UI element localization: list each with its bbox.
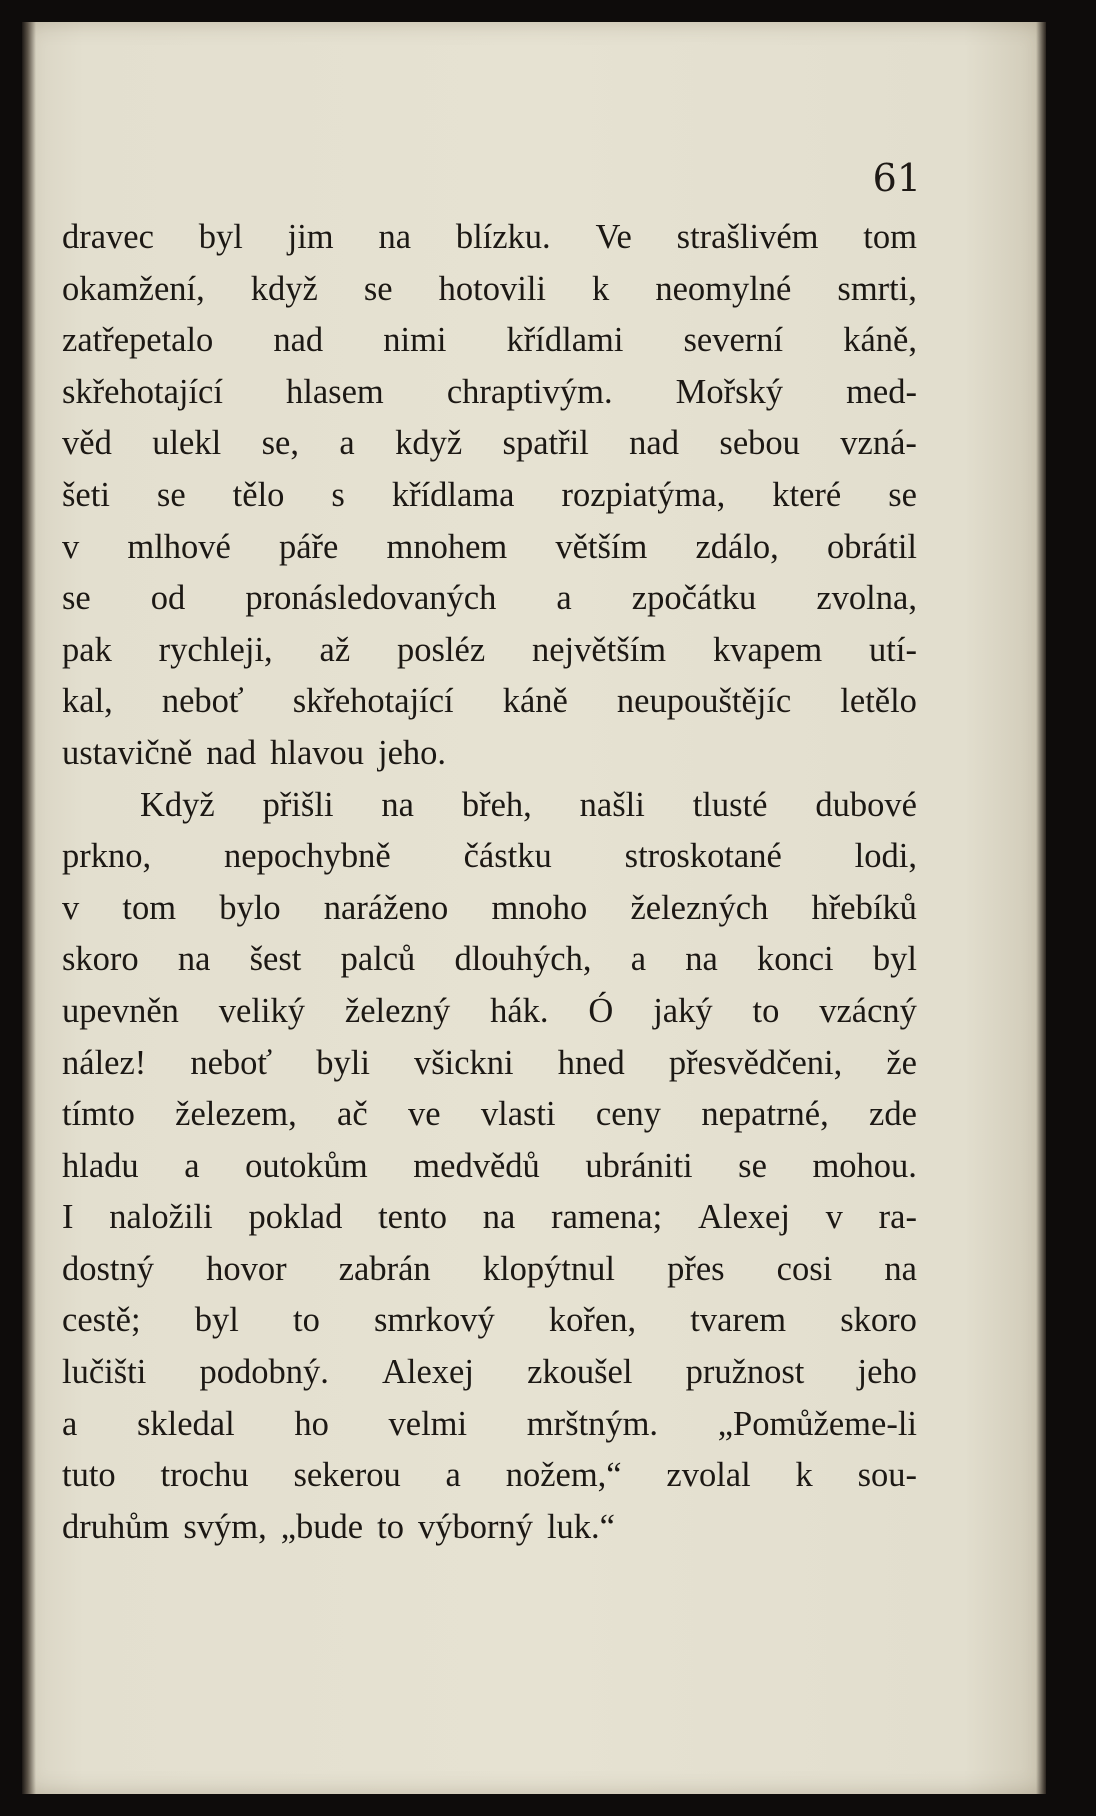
text-line xyxy=(62,264,917,316)
word: ač xyxy=(337,1095,368,1134)
word: sekerou xyxy=(293,1456,401,1495)
word: největším xyxy=(531,630,667,669)
page-sheet xyxy=(22,22,1046,1794)
word: jaký xyxy=(653,991,713,1030)
word: přesvědčeni, xyxy=(668,1043,843,1082)
word: nožem,“ xyxy=(505,1456,622,1495)
text-line xyxy=(62,1450,917,1502)
text-line xyxy=(62,1399,917,1451)
word: rozpiatýma, xyxy=(561,475,726,514)
word: sebou xyxy=(719,424,800,463)
word: Alexej xyxy=(697,1198,790,1237)
word: strašlivém xyxy=(676,218,819,256)
word: smrkový xyxy=(374,1301,495,1340)
word: v xyxy=(62,888,80,927)
word: mnohem xyxy=(386,527,508,566)
word: zvolna, xyxy=(816,579,917,618)
word: neomylné xyxy=(655,269,792,308)
word: kal, xyxy=(62,682,113,721)
word: Mořský xyxy=(675,372,784,411)
word: od xyxy=(150,579,186,618)
word: okamžení, xyxy=(62,269,205,308)
word: stroskotané xyxy=(624,837,782,876)
page-edge-right xyxy=(1036,22,1046,1794)
text-line xyxy=(62,934,917,986)
word: se xyxy=(156,475,186,514)
word: neboť xyxy=(161,682,244,721)
word: byl xyxy=(872,940,917,979)
word: na xyxy=(482,1198,516,1237)
word: páře xyxy=(278,527,339,566)
word: lučišti xyxy=(62,1353,147,1392)
text-line xyxy=(62,676,917,728)
word: nad xyxy=(273,321,324,360)
word: neupouštějíc xyxy=(616,682,792,721)
word: káně, xyxy=(843,321,917,360)
text-line xyxy=(62,573,917,625)
word: to xyxy=(752,991,780,1030)
word: utí- xyxy=(869,630,917,669)
word: na xyxy=(177,940,211,979)
word: a xyxy=(339,424,355,463)
word: ramena; xyxy=(551,1198,663,1237)
text-line xyxy=(62,1192,917,1244)
word: a xyxy=(445,1456,461,1495)
word: posléz xyxy=(397,630,486,669)
word: nález! xyxy=(62,1043,147,1082)
word: nepochybně xyxy=(224,837,391,876)
word: tom xyxy=(122,888,177,927)
word: tento xyxy=(378,1198,448,1237)
word: železem, xyxy=(175,1095,297,1134)
word: skřehotající xyxy=(62,372,223,411)
word: poklad xyxy=(248,1198,343,1237)
text-line xyxy=(62,1141,917,1193)
word: vlasti xyxy=(480,1095,556,1134)
word: se xyxy=(738,1146,767,1185)
word: byli xyxy=(316,1043,370,1082)
word: jeho xyxy=(857,1353,917,1392)
word: k xyxy=(795,1456,813,1495)
word: nimi xyxy=(383,321,447,360)
word: vzná- xyxy=(840,424,917,463)
word: ustavičně xyxy=(62,733,193,772)
word: podobný. xyxy=(199,1353,329,1392)
word: obrátil xyxy=(826,527,917,566)
paragraph xyxy=(62,212,917,780)
word: velmi xyxy=(388,1404,468,1443)
word: a xyxy=(556,579,572,618)
text-line xyxy=(62,1038,917,1090)
page-number: 61 xyxy=(872,156,921,200)
word: byl xyxy=(198,218,243,256)
word: ulekl xyxy=(152,424,222,463)
word: Ó xyxy=(588,991,614,1030)
text-line xyxy=(62,212,917,264)
word: nad xyxy=(629,424,679,463)
word: na xyxy=(381,785,414,824)
word: mrštným. xyxy=(526,1404,659,1443)
word: to xyxy=(292,1301,320,1340)
word: se, xyxy=(261,424,299,463)
word: hlavou xyxy=(270,733,365,772)
word: a xyxy=(630,940,647,979)
word: šest xyxy=(249,940,302,979)
word: a xyxy=(184,1146,200,1185)
word: přes xyxy=(667,1249,725,1288)
word: na xyxy=(884,1249,917,1288)
word: hák. xyxy=(490,991,549,1030)
word: křídlami xyxy=(506,321,624,360)
word: rychleji, xyxy=(158,630,273,669)
word: tlusté xyxy=(692,785,768,824)
text-line xyxy=(62,1244,917,1296)
word: spatřil xyxy=(502,424,589,463)
word: skledal xyxy=(136,1404,235,1443)
word: k xyxy=(592,269,610,308)
word: se xyxy=(363,269,393,308)
text-line xyxy=(62,728,917,780)
word: skřehotající xyxy=(292,682,454,721)
word: chraptivým. xyxy=(446,372,613,411)
word: hladu xyxy=(62,1146,139,1185)
text-line xyxy=(62,780,917,832)
word: med- xyxy=(846,372,917,411)
word: dravec xyxy=(62,218,154,256)
word: nad xyxy=(206,733,257,772)
word: skoro xyxy=(840,1301,917,1340)
word: v xyxy=(62,527,80,566)
word: ve xyxy=(407,1095,441,1134)
word: jeho. xyxy=(378,733,447,772)
word: ubrániti xyxy=(585,1146,693,1185)
word: lodi, xyxy=(854,837,917,876)
word: „Pomůžeme-li xyxy=(717,1404,917,1443)
word: zabrán xyxy=(338,1249,431,1288)
word: cestě; xyxy=(62,1301,141,1340)
word: tvarem xyxy=(690,1301,787,1340)
word: částku xyxy=(463,837,552,876)
paragraph xyxy=(62,780,917,1554)
word: upevněn xyxy=(62,991,179,1030)
word: když xyxy=(395,424,463,463)
word: pak xyxy=(62,630,112,669)
word: zde xyxy=(869,1095,917,1134)
word: prkno, xyxy=(62,837,152,876)
word: outokům xyxy=(245,1146,368,1185)
word: v xyxy=(825,1198,843,1237)
word: blízku. xyxy=(455,218,551,256)
word: hlasem xyxy=(286,372,384,411)
word: ceny xyxy=(595,1095,662,1134)
word: naložili xyxy=(109,1198,213,1237)
word: že xyxy=(886,1043,917,1082)
word: sou- xyxy=(857,1456,917,1495)
word: hovor xyxy=(206,1249,287,1288)
word: cosi xyxy=(776,1249,833,1288)
word: větším xyxy=(555,527,648,566)
word: nepatrné, xyxy=(701,1095,829,1134)
word: pružnost xyxy=(685,1353,805,1392)
word: na xyxy=(685,940,718,979)
text-line xyxy=(62,522,917,574)
word: byl xyxy=(194,1301,239,1340)
word: zkoušel xyxy=(527,1353,633,1392)
word: letělo xyxy=(840,682,917,721)
word: naráženo xyxy=(323,888,449,927)
word: dubové xyxy=(815,785,917,824)
word: zvolal xyxy=(666,1456,751,1495)
word: břeh, xyxy=(461,785,532,824)
word: luk.“ xyxy=(546,1507,615,1546)
word: skoro xyxy=(62,940,139,979)
word: na xyxy=(378,218,412,256)
word: mnoho xyxy=(491,888,588,927)
word: hřebíků xyxy=(811,888,917,927)
text-line xyxy=(62,418,917,470)
word: a xyxy=(62,1404,78,1443)
text-line xyxy=(62,470,917,522)
word: s xyxy=(331,475,345,514)
word: našli xyxy=(579,785,645,824)
word: hned xyxy=(557,1043,625,1082)
word: se xyxy=(888,475,917,514)
word: tělo xyxy=(232,475,285,514)
word: palců xyxy=(340,940,416,979)
word: výborný xyxy=(417,1507,533,1546)
word: mlhové xyxy=(127,527,231,566)
word: smrti, xyxy=(837,269,917,308)
word: když xyxy=(250,269,318,308)
word: kvapem xyxy=(712,630,823,669)
word: dostný xyxy=(62,1249,155,1288)
word: tom xyxy=(863,218,917,256)
word: všickni xyxy=(413,1043,514,1082)
word: Ve xyxy=(595,218,632,256)
text-line xyxy=(62,1295,917,1347)
text-line xyxy=(62,367,917,419)
word: věd xyxy=(62,424,112,463)
word: bylo xyxy=(219,888,281,927)
text-line xyxy=(62,625,917,677)
text-line xyxy=(62,1347,917,1399)
word: mohou. xyxy=(812,1146,917,1185)
word: severní xyxy=(683,321,784,360)
text-line xyxy=(62,1089,917,1141)
word: veliký xyxy=(218,991,305,1030)
word: konci xyxy=(756,940,834,979)
word: šeti xyxy=(62,475,110,514)
word: dlouhých, xyxy=(454,940,592,979)
word: vzácný xyxy=(819,991,917,1030)
word: trochu xyxy=(160,1456,249,1495)
word: ho xyxy=(294,1404,329,1443)
word: medvědů xyxy=(413,1146,540,1185)
word: železných xyxy=(630,888,769,927)
binding-edge xyxy=(22,22,36,1794)
text-line xyxy=(62,883,917,935)
text-line xyxy=(62,315,917,367)
word: to xyxy=(377,1507,404,1546)
word: svým, xyxy=(183,1507,267,1546)
text-line xyxy=(62,831,917,883)
text-line xyxy=(62,1502,917,1554)
word: tímto xyxy=(62,1095,135,1134)
word: přišli xyxy=(262,785,334,824)
word: tuto xyxy=(62,1456,116,1495)
word: se xyxy=(62,579,91,618)
body-text xyxy=(62,212,917,1553)
word: klopýtnul xyxy=(482,1249,615,1288)
word: ra- xyxy=(878,1198,917,1237)
word: křídlama xyxy=(391,475,515,514)
word: pronásledovaných xyxy=(245,579,497,618)
word: kořen, xyxy=(548,1301,637,1340)
word: Alexej xyxy=(381,1353,474,1392)
word: železný xyxy=(344,991,451,1030)
word: jim xyxy=(287,218,334,256)
word: I xyxy=(62,1198,74,1237)
word: až xyxy=(319,630,351,669)
word: káně xyxy=(502,682,568,721)
text-line xyxy=(62,986,917,1038)
word: neboť xyxy=(190,1043,273,1082)
word: zatřepetalo xyxy=(62,321,214,360)
word: hotovili xyxy=(438,269,546,308)
word: zpočátku xyxy=(631,579,757,618)
word: druhům xyxy=(62,1507,170,1546)
word: Když xyxy=(140,785,215,824)
word: „bude xyxy=(280,1507,364,1546)
word: zdálo, xyxy=(695,527,779,566)
word: které xyxy=(772,475,842,514)
